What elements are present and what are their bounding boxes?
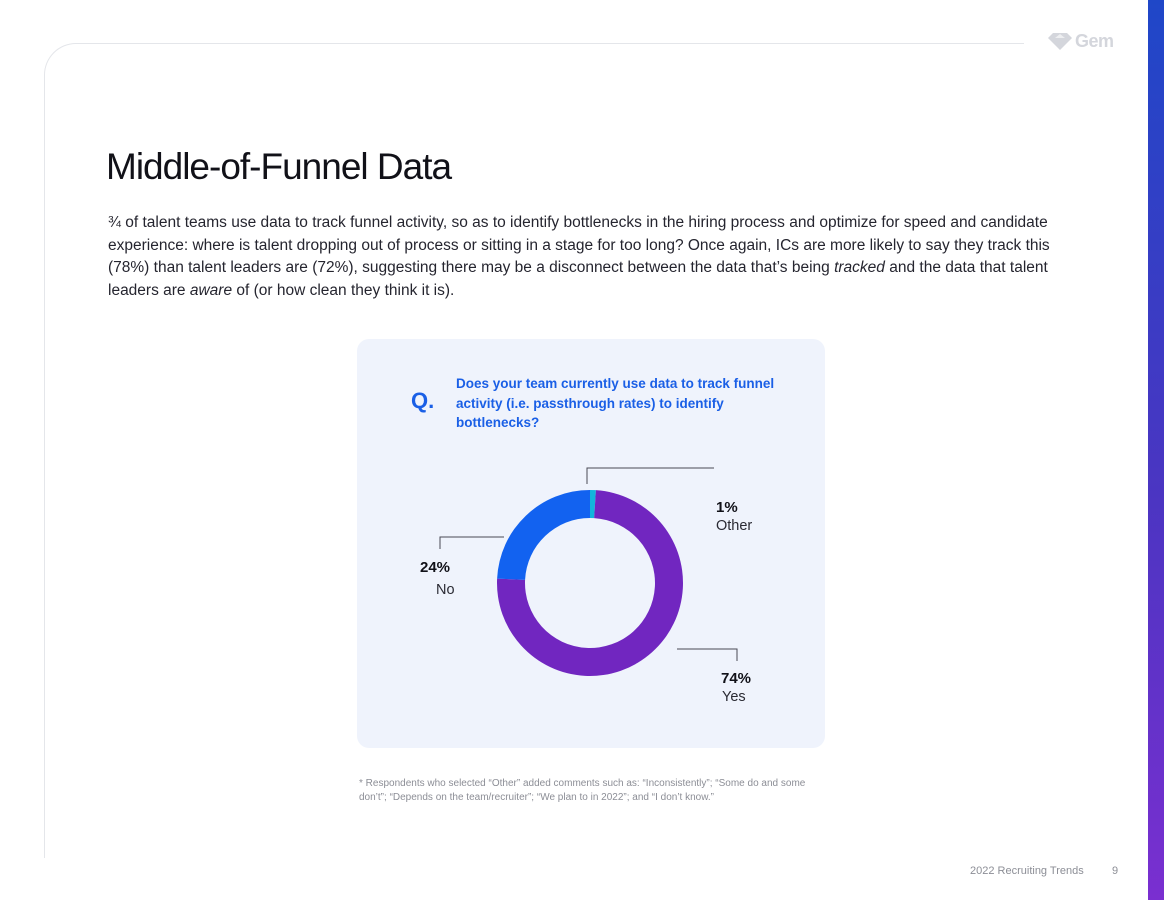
donut-chart [357, 339, 825, 748]
side-accent-bar [1148, 0, 1164, 900]
data-label-yes-value: 74% [721, 670, 752, 687]
data-label-no-value: 24% [420, 559, 451, 576]
donut-slice-no [497, 490, 590, 580]
intro-text-3: of (or how clean they think it is). [232, 281, 455, 299]
frame-top-line [76, 43, 1024, 44]
frame-left-line [44, 76, 45, 858]
data-label-no-name: No [436, 582, 455, 598]
gem-logo-text: Gem [1075, 31, 1114, 51]
data-label-other-value: 1% [716, 499, 738, 516]
intro-emphasis-aware: aware [189, 281, 233, 299]
page-title: Middle-of-Funnel Data [106, 146, 452, 187]
intro-paragraph [108, 212, 1068, 302]
leader-line-yes [677, 649, 737, 661]
footer-page-number: 9 [1112, 865, 1119, 877]
data-label-other-name: Other [716, 518, 753, 534]
leader-line-other [587, 468, 714, 484]
question-text: Does your team currently use data to track funnel activity (i.e. passthrough rates) to identify bottlenecks? [456, 376, 775, 430]
footnote: * Respondents who selected “Other” added comments such as: “Inconsistently”; “Some do and some don’t”; “Depends on the team/recruiter”; “We plan to in 2022”; and “I don’t know.” [359, 778, 806, 803]
intro-emphasis-tracked: tracked [834, 259, 885, 276]
leader-line-no [440, 537, 504, 549]
question-mark: Q. [411, 388, 435, 413]
data-label-yes-name: Yes [722, 689, 746, 705]
footer-report-title: 2022 Recruiting Trends [970, 865, 1084, 877]
frame-corner [44, 43, 79, 78]
intro-text-2: and the data that talent leaders are [108, 259, 1048, 299]
intro-text-1: ¾ of talent teams use data to track funnel activity, so as to identify bottlenecks in the hiring process and optimize for speed and candidate experience: where is talent dropping out of process or sitting in a stage for too long? Once again, ICs are more likely to say they track this (78%) than talent leaders are (72%), suggesting there may be a disconnect between the data that’s being [108, 214, 1050, 276]
